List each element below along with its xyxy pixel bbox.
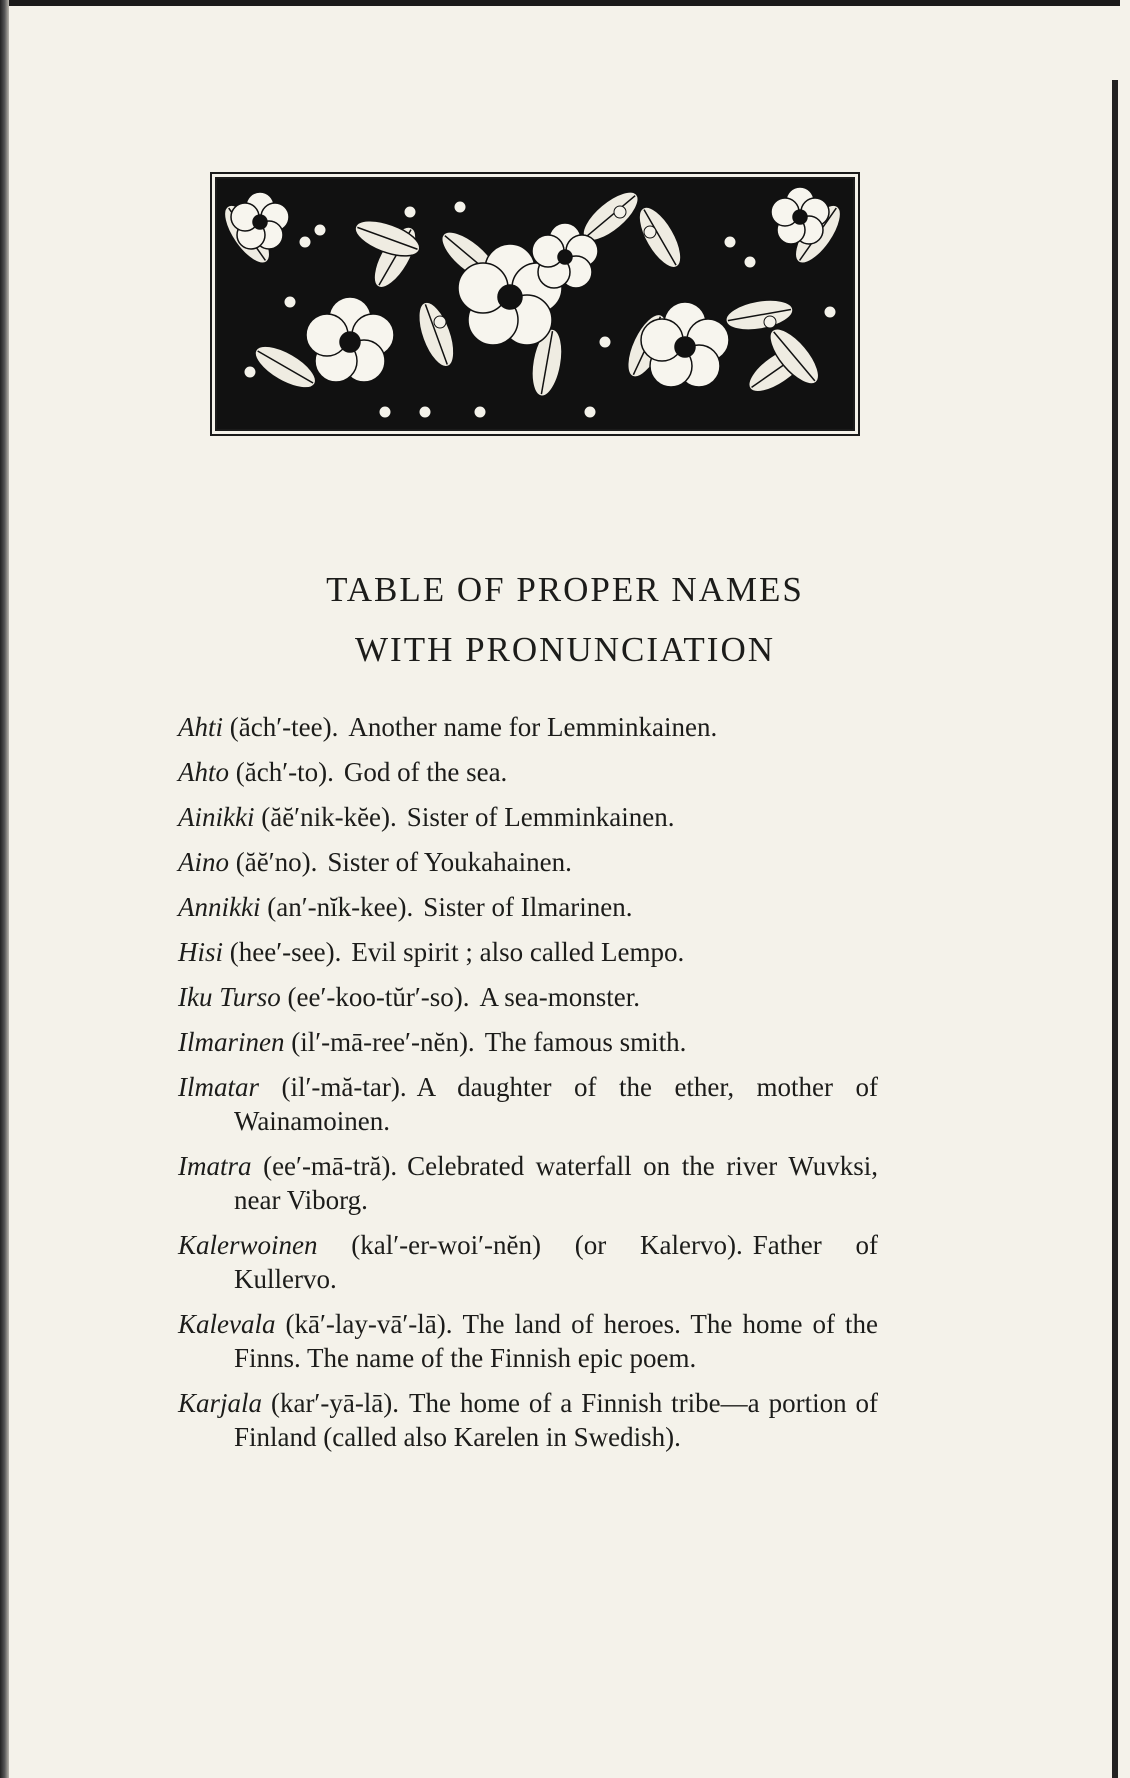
entry-pronunciation: (ăch′-to).	[235, 757, 334, 787]
list-item	[178, 1386, 878, 1454]
page-edge-top	[0, 0, 1120, 6]
list-item	[178, 1149, 878, 1217]
entry-pronunciation: (il′-mā-ree′-nĕn).	[291, 1027, 475, 1057]
entry-pronunciation: (kar′-yā-lā).	[270, 1388, 400, 1418]
list-item	[178, 755, 878, 789]
list-item	[178, 1070, 878, 1138]
page-edge-left	[0, 0, 9, 1778]
entry-name: Iku Turso	[178, 982, 281, 1012]
list-item	[178, 935, 878, 969]
entry-description: Another name for Lemminkainen.	[348, 712, 718, 742]
entry-name: Kalevala	[178, 1309, 276, 1339]
list-item	[178, 800, 878, 834]
list-item	[178, 980, 878, 1014]
entry-description: A daughter of the ether, mother of Wainamoinen.	[234, 1072, 879, 1136]
entry-pronunciation: (ăch′-tee).	[229, 712, 339, 742]
entry-description: God of the sea.	[343, 757, 508, 787]
page-title-line-2: WITH PRONUNCIATION	[355, 630, 775, 669]
entry-pronunciation: (ăĕ′nik-kĕe).	[261, 802, 397, 832]
list-item	[178, 890, 878, 924]
entry-pronunciation: (kā′-lay-vā′-lā).	[285, 1309, 453, 1339]
entry-name: Ainikki	[178, 802, 255, 832]
proper-names-list	[178, 710, 878, 1465]
entry-name: Hisi	[178, 937, 224, 967]
entry-description: Father of Kullervo.	[234, 1230, 879, 1294]
entry-description: The land of heroes. The home of the Finns. The name of the Finnish epic poem.	[234, 1309, 879, 1373]
entry-pronunciation: (ee′-mā-tră).	[263, 1151, 398, 1181]
entry-name: Ilmarinen	[178, 1027, 285, 1057]
entry-pronunciation: (kal′-er-woi′-nĕn) (or Kalervo).	[351, 1230, 743, 1260]
entry-description: Sister of Youkahainen.	[327, 847, 572, 877]
list-item	[178, 845, 878, 879]
list-item	[178, 1025, 878, 1059]
entry-pronunciation: (il′-mă-tar).	[281, 1072, 407, 1102]
entry-pronunciation: (hee′-see).	[229, 937, 342, 967]
entry-description: A sea-monster.	[479, 982, 641, 1012]
page-title-line-1: TABLE OF PROPER NAMES	[326, 570, 804, 609]
floral-rose-ornament-icon	[210, 172, 860, 436]
entry-description: The famous smith.	[484, 1027, 687, 1057]
entry-name: Ilmatar	[178, 1072, 259, 1102]
entry-pronunciation: (ee′-koo-tŭr′-so).	[287, 982, 470, 1012]
entry-name: Annikki	[178, 892, 261, 922]
entry-name: Aino	[178, 847, 229, 877]
entry-name: Imatra	[178, 1151, 252, 1181]
entry-pronunciation: (ăĕ′no).	[235, 847, 318, 877]
entry-name: Ahto	[178, 757, 229, 787]
entry-name: Kalerwoinen	[178, 1230, 318, 1260]
entry-description: Celebrated waterfall on the river Wuvksi, near Viborg.	[234, 1151, 878, 1215]
list-item	[178, 710, 878, 744]
entry-description: Evil spirit ; also called Lempo.	[351, 937, 685, 967]
entry-name: Karjala	[178, 1388, 263, 1418]
list-item	[178, 1307, 878, 1375]
entry-name: Ahti	[178, 712, 223, 742]
list-item	[178, 1228, 878, 1296]
entry-description: The home of a Finnish tribe—a portion of Finland (called also Karelen in Swedish).	[234, 1388, 878, 1452]
entry-pronunciation: (an′-nĭk-kee).	[267, 892, 414, 922]
page-edge-right	[1112, 80, 1118, 1778]
entry-description: Sister of Ilmarinen.	[423, 892, 633, 922]
entry-description: Sister of Lemminkainen.	[406, 802, 675, 832]
